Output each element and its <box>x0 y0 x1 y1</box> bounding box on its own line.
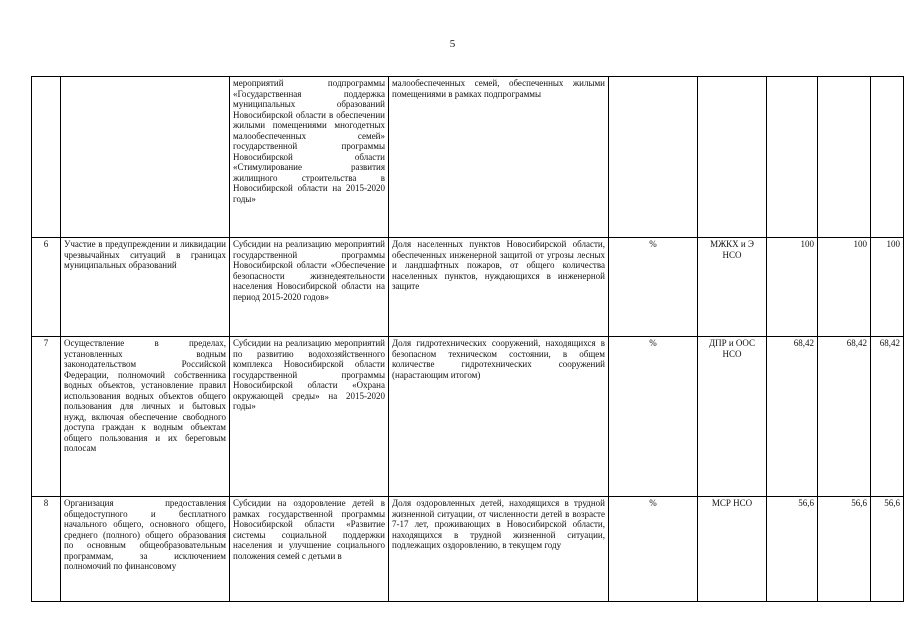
task-cell <box>61 77 230 238</box>
row-number <box>32 77 61 238</box>
value-cell-2: 68,42 <box>818 337 871 497</box>
task-cell: Осуществление в пределах, установленных водным законодательством Российской Федерации, полномочий собственника водных объектов, установление правил использования водных объектов общего пользования для личных и бытовых нужд, включая обеспечение свободного доступа граждан к водным объектам общего пользования и их береговым полосам <box>61 337 230 497</box>
unit-cell: % <box>609 497 698 602</box>
value-cell-1: 68,42 <box>767 337 818 497</box>
row-number: 6 <box>32 238 61 337</box>
value-cell-1 <box>767 77 818 238</box>
row-number: 8 <box>32 497 61 602</box>
responsible-cell: МЖКХ и Э НСО <box>698 238 767 337</box>
indicator-cell: малообеспеченных семей, обеспеченных жилыми помещениями в рамках подпрограммы <box>389 77 609 238</box>
mechanism-cell: Субсидии на реализацию мероприятий по развитию водохозяйственного комплекса Новосибирской области государственной программы Новосибирской области «Охрана окружающей среды» на 2015-2020 годы» <box>230 337 389 497</box>
unit-cell: % <box>609 238 698 337</box>
value-cell-2: 100 <box>818 238 871 337</box>
table-row <box>32 238 904 337</box>
value-cell-3: 100 <box>871 238 904 337</box>
measures-table <box>31 76 904 602</box>
responsible-cell: ДПР и ООС НСО <box>698 337 767 497</box>
value-cell-3 <box>871 77 904 238</box>
task-cell: Организация предоставления общедоступного и бесплатного начального общего, основного общего, среднего (полного) общего образования по основным общеобразовательным программам, за исключением полномочий по финансовому <box>61 497 230 602</box>
row-number: 7 <box>32 337 61 497</box>
value-cell-2 <box>818 77 871 238</box>
table-row <box>32 77 904 238</box>
mechanism-cell: Субсидии на оздоровление детей в рамках государственной программы Новосибирской области «Развитие системы социальной поддержки населения и улучшение социального положения семей с детьми в <box>230 497 389 602</box>
value-cell-3: 56,6 <box>871 497 904 602</box>
value-cell-1: 56,6 <box>767 497 818 602</box>
value-cell-2: 56,6 <box>818 497 871 602</box>
mechanism-cell: мероприятий подпрограммы «Государственная поддержка муниципальных образований Новосибирской области в обеспечении жилыми помещениями многодетных малообеспеченных семей» государственной программы Новосибирской области «Стимулирование развития жилищного строительства в Новосибирской области на 2015-2020 годы» <box>230 77 389 238</box>
indicator-cell: Доля гидротехнических сооружений, находящихся в безопасном техническом состоянии, в общем количестве гидротехнических сооружений (нарастающим итогом) <box>389 337 609 497</box>
task-cell: Участие в предупреждении и ликвидации чрезвычайных ситуаций в границах муниципальных образований <box>61 238 230 337</box>
unit-cell <box>609 77 698 238</box>
value-cell-3: 68,42 <box>871 337 904 497</box>
value-cell-1: 100 <box>767 238 818 337</box>
table-row <box>32 497 904 602</box>
page-number: 5 <box>449 38 456 50</box>
responsible-cell <box>698 77 767 238</box>
responsible-cell: МСР НСО <box>698 497 767 602</box>
indicator-cell: Доля оздоровленных детей, находящихся в трудной жизненной ситуации, от численности детей в возрасте 7-17 лет, проживающих в Новосибирской области, находящихся в трудной жизненной ситуации, подлежащих оздоровлению, в текущем году <box>389 497 609 602</box>
mechanism-cell: Субсидии на реализацию мероприятий государственной программы Новосибирской области «Обеспечение безопасности жизнедеятельности населения Новосибирской области на период 2015-2020 годов» <box>230 238 389 337</box>
indicator-cell: Доля населенных пунктов Новосибирской области, обеспеченных инженерной защитой от угрозы лесных и ландшафтных пожаров, от общего количества населенных пунктов, нуждающихся в инженерной защите <box>389 238 609 337</box>
unit-cell: % <box>609 337 698 497</box>
table-row <box>32 337 904 497</box>
